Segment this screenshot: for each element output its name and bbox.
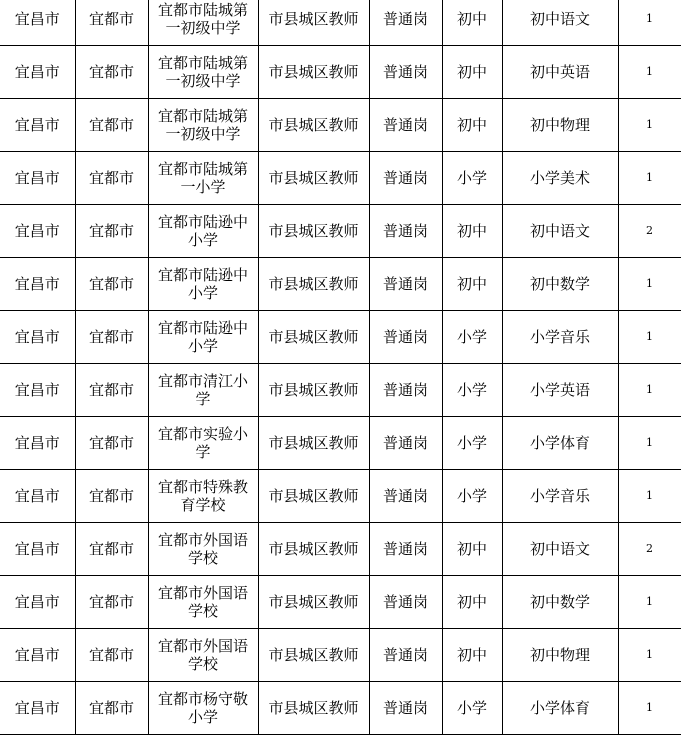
cell-level: 初中 bbox=[442, 99, 502, 152]
school-name: 宜都市清江小学 bbox=[157, 372, 248, 408]
cell-post: 普通岗 bbox=[369, 311, 442, 364]
cell-county: 宜都市 bbox=[75, 470, 148, 523]
cell-count: 1 bbox=[618, 258, 681, 311]
table-row bbox=[0, 682, 681, 735]
cell-count: 2 bbox=[618, 205, 681, 258]
cell-post: 普通岗 bbox=[369, 417, 442, 470]
table-row bbox=[0, 311, 681, 364]
cell-count: 1 bbox=[618, 152, 681, 205]
cell-county: 宜都市 bbox=[75, 682, 148, 735]
cell-county: 宜都市 bbox=[75, 417, 148, 470]
cell-count: 1 bbox=[618, 99, 681, 152]
cell-school bbox=[148, 0, 258, 46]
cell-post: 普通岗 bbox=[369, 629, 442, 682]
cell-subject: 初中语文 bbox=[502, 0, 618, 46]
cell-school bbox=[148, 99, 258, 152]
cell-category: 市县城区教师 bbox=[258, 523, 369, 576]
cell-count: 1 bbox=[618, 46, 681, 99]
cell-level: 初中 bbox=[442, 629, 502, 682]
cell-county: 宜都市 bbox=[75, 258, 148, 311]
table-row bbox=[0, 470, 681, 523]
cell-post: 普通岗 bbox=[369, 470, 442, 523]
cell-city: 宜昌市 bbox=[0, 152, 75, 205]
cell-count: 1 bbox=[618, 311, 681, 364]
cell-school bbox=[148, 46, 258, 99]
cell-level: 小学 bbox=[442, 364, 502, 417]
cell-post: 普通岗 bbox=[369, 46, 442, 99]
school-name: 宜都市外国语学校 bbox=[157, 637, 248, 673]
cell-post: 普通岗 bbox=[369, 0, 442, 46]
cell-count: 1 bbox=[618, 629, 681, 682]
cell-county: 宜都市 bbox=[75, 99, 148, 152]
school-name: 宜都市陆逊中小学 bbox=[157, 266, 248, 302]
cell-category: 市县城区教师 bbox=[258, 46, 369, 99]
cell-count: 1 bbox=[618, 576, 681, 629]
cell-subject: 小学体育 bbox=[502, 417, 618, 470]
cell-count: 1 bbox=[618, 417, 681, 470]
cell-category: 市县城区教师 bbox=[258, 364, 369, 417]
cell-level: 初中 bbox=[442, 258, 502, 311]
cell-count: 2 bbox=[618, 523, 681, 576]
cell-county: 宜都市 bbox=[75, 0, 148, 46]
cell-level: 初中 bbox=[442, 523, 502, 576]
cell-school bbox=[148, 152, 258, 205]
cell-post: 普通岗 bbox=[369, 99, 442, 152]
cell-count: 1 bbox=[618, 364, 681, 417]
cell-school bbox=[148, 311, 258, 364]
cell-school bbox=[148, 629, 258, 682]
cell-level: 初中 bbox=[442, 576, 502, 629]
cell-subject: 初中物理 bbox=[502, 629, 618, 682]
cell-school bbox=[148, 576, 258, 629]
cell-category: 市县城区教师 bbox=[258, 0, 369, 46]
cell-level: 小学 bbox=[442, 311, 502, 364]
school-name: 宜都市杨守敬小学 bbox=[157, 690, 248, 726]
cell-subject: 初中物理 bbox=[502, 99, 618, 152]
cell-category: 市县城区教师 bbox=[258, 629, 369, 682]
cell-city: 宜昌市 bbox=[0, 682, 75, 735]
school-name: 宜都市陆城第一初级中学 bbox=[157, 54, 248, 90]
cell-subject: 小学音乐 bbox=[502, 470, 618, 523]
table-row bbox=[0, 0, 681, 46]
cell-post: 普通岗 bbox=[369, 576, 442, 629]
cell-school bbox=[148, 258, 258, 311]
cell-category: 市县城区教师 bbox=[258, 205, 369, 258]
cell-county: 宜都市 bbox=[75, 576, 148, 629]
cell-subject: 初中英语 bbox=[502, 46, 618, 99]
table-row bbox=[0, 417, 681, 470]
school-name: 宜都市外国语学校 bbox=[157, 531, 248, 567]
cell-county: 宜都市 bbox=[75, 205, 148, 258]
cell-city: 宜昌市 bbox=[0, 99, 75, 152]
cell-category: 市县城区教师 bbox=[258, 470, 369, 523]
table-row bbox=[0, 364, 681, 417]
school-name: 宜都市外国语学校 bbox=[157, 584, 248, 620]
cell-city: 宜昌市 bbox=[0, 576, 75, 629]
cell-post: 普通岗 bbox=[369, 523, 442, 576]
cell-category: 市县城区教师 bbox=[258, 682, 369, 735]
cell-school bbox=[148, 523, 258, 576]
cell-subject: 小学音乐 bbox=[502, 311, 618, 364]
cell-county: 宜都市 bbox=[75, 311, 148, 364]
cell-city: 宜昌市 bbox=[0, 470, 75, 523]
school-name: 宜都市陆逊中小学 bbox=[157, 319, 248, 355]
cell-city: 宜昌市 bbox=[0, 311, 75, 364]
cell-post: 普通岗 bbox=[369, 258, 442, 311]
table-row bbox=[0, 99, 681, 152]
cell-count: 1 bbox=[618, 682, 681, 735]
table-row bbox=[0, 258, 681, 311]
cell-category: 市县城区教师 bbox=[258, 152, 369, 205]
cell-city: 宜昌市 bbox=[0, 0, 75, 46]
cell-category: 市县城区教师 bbox=[258, 311, 369, 364]
cell-county: 宜都市 bbox=[75, 523, 148, 576]
cell-count: 1 bbox=[618, 470, 681, 523]
cell-school bbox=[148, 205, 258, 258]
table-row bbox=[0, 629, 681, 682]
cell-post: 普通岗 bbox=[369, 205, 442, 258]
cell-post: 普通岗 bbox=[369, 152, 442, 205]
school-name: 宜都市陆逊中小学 bbox=[157, 213, 248, 249]
cell-city: 宜昌市 bbox=[0, 46, 75, 99]
cell-level: 初中 bbox=[442, 46, 502, 99]
cell-city: 宜昌市 bbox=[0, 258, 75, 311]
cell-school bbox=[148, 682, 258, 735]
cell-county: 宜都市 bbox=[75, 629, 148, 682]
cell-school bbox=[148, 417, 258, 470]
cell-school bbox=[148, 364, 258, 417]
cell-subject: 初中数学 bbox=[502, 258, 618, 311]
cell-level: 小学 bbox=[442, 470, 502, 523]
cell-county: 宜都市 bbox=[75, 46, 148, 99]
cell-school bbox=[148, 470, 258, 523]
cell-subject: 初中语文 bbox=[502, 523, 618, 576]
cell-level: 小学 bbox=[442, 152, 502, 205]
cell-category: 市县城区教师 bbox=[258, 417, 369, 470]
school-name: 宜都市陆城第一初级中学 bbox=[157, 1, 248, 37]
cell-level: 小学 bbox=[442, 417, 502, 470]
cell-city: 宜昌市 bbox=[0, 523, 75, 576]
table-row bbox=[0, 46, 681, 99]
cell-count: 1 bbox=[618, 0, 681, 46]
cell-county: 宜都市 bbox=[75, 364, 148, 417]
cell-post: 普通岗 bbox=[369, 682, 442, 735]
cell-level: 小学 bbox=[442, 682, 502, 735]
cell-subject: 初中语文 bbox=[502, 205, 618, 258]
cell-category: 市县城区教师 bbox=[258, 576, 369, 629]
school-name: 宜都市陆城第一初级中学 bbox=[157, 107, 248, 143]
cell-city: 宜昌市 bbox=[0, 364, 75, 417]
cell-subject: 小学美术 bbox=[502, 152, 618, 205]
cell-category: 市县城区教师 bbox=[258, 99, 369, 152]
cell-subject: 小学英语 bbox=[502, 364, 618, 417]
cell-post: 普通岗 bbox=[369, 364, 442, 417]
school-name: 宜都市陆城第一小学 bbox=[157, 160, 248, 196]
cell-city: 宜昌市 bbox=[0, 205, 75, 258]
table-row bbox=[0, 576, 681, 629]
cell-subject: 小学体育 bbox=[502, 682, 618, 735]
cell-category: 市县城区教师 bbox=[258, 258, 369, 311]
table-row bbox=[0, 152, 681, 205]
school-name: 宜都市特殊教育学校 bbox=[157, 478, 248, 514]
cell-level: 初中 bbox=[442, 0, 502, 46]
cell-county: 宜都市 bbox=[75, 152, 148, 205]
cell-level: 初中 bbox=[442, 205, 502, 258]
school-name: 宜都市实验小学 bbox=[157, 425, 248, 461]
table-row bbox=[0, 205, 681, 258]
cell-city: 宜昌市 bbox=[0, 417, 75, 470]
cell-city: 宜昌市 bbox=[0, 629, 75, 682]
table-row bbox=[0, 523, 681, 576]
cell-subject: 初中数学 bbox=[502, 576, 618, 629]
